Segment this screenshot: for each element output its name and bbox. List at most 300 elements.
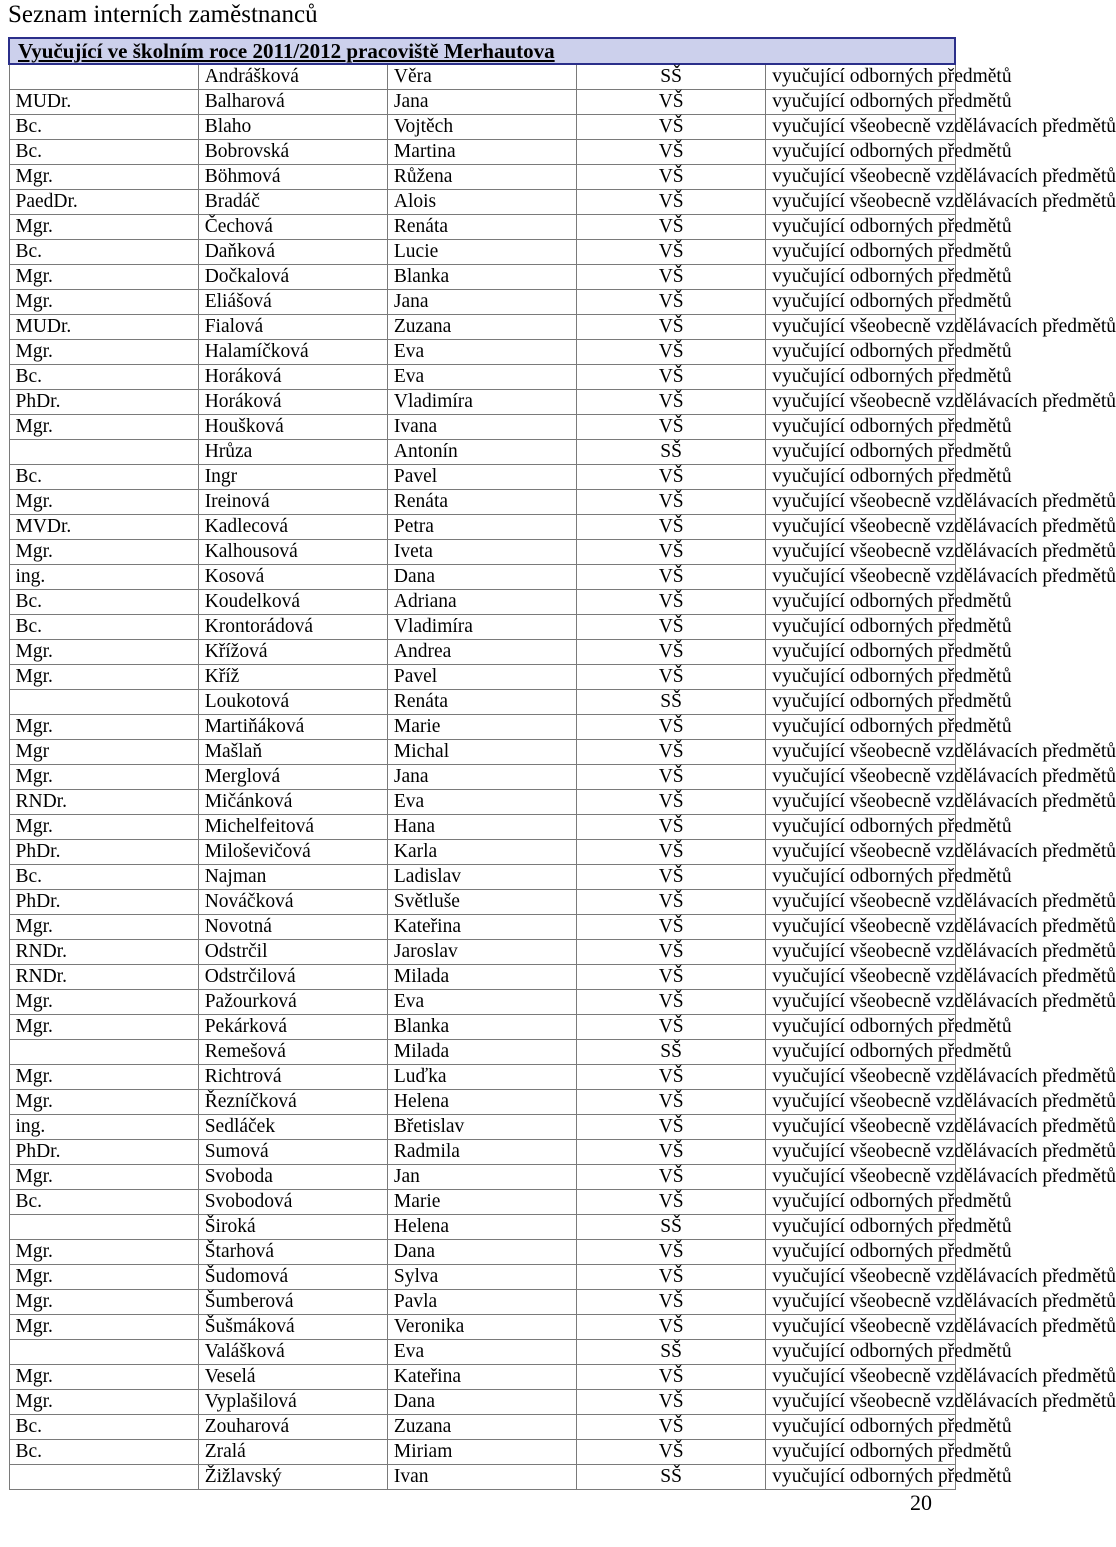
education-cell: SŠ [577, 64, 766, 90]
table-row [9, 465, 955, 490]
surname-cell: Miloševičová [198, 840, 387, 865]
role-cell: vyučující odborných předmětů [766, 615, 955, 640]
role-cell: vyučující všeobecně vzdělávacích předmětů [766, 315, 955, 340]
table-row [9, 765, 955, 790]
first-name-cell: Marie [387, 1190, 576, 1215]
section-heading-row [9, 38, 955, 64]
surname-cell: Svobodová [198, 1190, 387, 1215]
table-row [9, 715, 955, 740]
role-cell: vyučující odborných předmětů [766, 340, 955, 365]
role-cell: vyučující odborných předmětů [766, 1415, 955, 1440]
role-cell: vyučující všeobecně vzdělávacích předmětů [766, 540, 955, 565]
role-cell: vyučující všeobecně vzdělávacích předmětů [766, 1290, 955, 1315]
table-row [9, 240, 955, 265]
first-name-cell: Blanka [387, 1015, 576, 1040]
surname-cell: Kříž [198, 665, 387, 690]
academic-title-cell: Mgr. [9, 1265, 198, 1290]
role-cell: vyučující všeobecně vzdělávacích předmětů [766, 940, 955, 965]
role-cell: vyučující všeobecně vzdělávacích předmětů [766, 515, 955, 540]
education-cell: VŠ [577, 965, 766, 990]
section-heading [9, 38, 955, 64]
academic-title-cell: Bc. [9, 865, 198, 890]
academic-title-cell: Mgr. [9, 340, 198, 365]
academic-title-cell: Mgr. [9, 765, 198, 790]
surname-cell: Michelfeitová [198, 815, 387, 840]
surname-cell: Sedláček [198, 1115, 387, 1140]
education-cell: SŠ [577, 1465, 766, 1490]
academic-title-cell: Mgr. [9, 1390, 198, 1415]
education-cell: VŠ [577, 715, 766, 740]
surname-cell: Horáková [198, 390, 387, 415]
surname-cell: Zouharová [198, 1415, 387, 1440]
page-title: Seznam interních zaměstnanců [8, 1, 318, 28]
first-name-cell: Andrea [387, 640, 576, 665]
first-name-cell: Lucie [387, 240, 576, 265]
role-cell: vyučující odborných předmětů [766, 1440, 955, 1465]
first-name-cell: Zuzana [387, 1415, 576, 1440]
first-name-cell: Blanka [387, 265, 576, 290]
role-cell: vyučující odborných předmětů [766, 640, 955, 665]
education-cell: VŠ [577, 515, 766, 540]
first-name-cell: Pavel [387, 665, 576, 690]
role-cell: vyučující odborných předmětů [766, 865, 955, 890]
surname-cell: Vyplašilová [198, 1390, 387, 1415]
table-row [9, 390, 955, 415]
table-row [9, 840, 955, 865]
first-name-cell: Růžena [387, 165, 576, 190]
role-cell: vyučující všeobecně vzdělávacích předmětů [766, 190, 955, 215]
education-cell: SŠ [577, 440, 766, 465]
education-cell: VŠ [577, 140, 766, 165]
education-cell: VŠ [577, 540, 766, 565]
table-row [9, 865, 955, 890]
first-name-cell: Eva [387, 1340, 576, 1365]
first-name-cell: Karla [387, 840, 576, 865]
education-cell: VŠ [577, 1390, 766, 1415]
academic-title-cell: Mgr. [9, 1165, 198, 1190]
table-row [9, 1140, 955, 1165]
academic-title-cell: Mgr. [9, 415, 198, 440]
academic-title-cell: PhDr. [9, 390, 198, 415]
first-name-cell: Helena [387, 1215, 576, 1240]
role-cell: vyučující všeobecně vzdělávacích předmětů [766, 490, 955, 515]
table-row [9, 440, 955, 465]
role-cell: vyučující všeobecně vzdělávacích předmětů [766, 1265, 955, 1290]
role-cell: vyučující odborných předmětů [766, 215, 955, 240]
role-cell: vyučující všeobecně vzdělávacích předmětů [766, 165, 955, 190]
role-cell: vyučující všeobecně vzdělávacích předmětů [766, 790, 955, 815]
education-cell: VŠ [577, 1415, 766, 1440]
first-name-cell: Milada [387, 1040, 576, 1065]
table-row [9, 540, 955, 565]
academic-title-cell [9, 1040, 198, 1065]
surname-cell: Najman [198, 865, 387, 890]
first-name-cell: Zuzana [387, 315, 576, 340]
first-name-cell: Vladimíra [387, 615, 576, 640]
education-cell: VŠ [577, 240, 766, 265]
table-row [9, 665, 955, 690]
table-row [9, 1440, 955, 1465]
academic-title-cell: RNDr. [9, 965, 198, 990]
education-cell: VŠ [577, 890, 766, 915]
table-row [9, 315, 955, 340]
education-cell: VŠ [577, 1165, 766, 1190]
education-cell: VŠ [577, 1240, 766, 1265]
education-cell: VŠ [577, 815, 766, 840]
academic-title-cell: Mgr. [9, 490, 198, 515]
table-row [9, 1165, 955, 1190]
surname-cell: Široká [198, 1215, 387, 1240]
table-row [9, 515, 955, 540]
academic-title-cell: ing. [9, 1115, 198, 1140]
surname-cell: Blaho [198, 115, 387, 140]
surname-cell: Martiňáková [198, 715, 387, 740]
surname-cell: Žižlavský [198, 1465, 387, 1490]
first-name-cell: Jaroslav [387, 940, 576, 965]
education-cell: VŠ [577, 315, 766, 340]
surname-cell: Halamíčková [198, 340, 387, 365]
academic-title-cell: Bc. [9, 615, 198, 640]
surname-cell: Loukotová [198, 690, 387, 715]
first-name-cell: Ivana [387, 415, 576, 440]
surname-cell: Koudelková [198, 590, 387, 615]
education-cell: VŠ [577, 1065, 766, 1090]
education-cell: VŠ [577, 115, 766, 140]
role-cell: vyučující všeobecně vzdělávacích předmětů [766, 990, 955, 1015]
education-cell: VŠ [577, 365, 766, 390]
surname-cell: Křížová [198, 640, 387, 665]
first-name-cell: Sylva [387, 1265, 576, 1290]
first-name-cell: Jana [387, 290, 576, 315]
role-cell: vyučující odborných předmětů [766, 715, 955, 740]
surname-cell: Svoboda [198, 1165, 387, 1190]
role-cell: vyučující odborných předmětů [766, 365, 955, 390]
first-name-cell: Jana [387, 765, 576, 790]
academic-title-cell: RNDr. [9, 940, 198, 965]
academic-title-cell: Mgr. [9, 715, 198, 740]
table-row [9, 140, 955, 165]
table-row [9, 565, 955, 590]
role-cell: vyučující všeobecně vzdělávacích předmětů [766, 1090, 955, 1115]
table-row [9, 115, 955, 140]
first-name-cell: Dana [387, 565, 576, 590]
role-cell: vyučující odborných předmětů [766, 265, 955, 290]
role-cell: vyučující všeobecně vzdělávacích předmětů [766, 565, 955, 590]
role-cell: vyučující odborných předmětů [766, 665, 955, 690]
academic-title-cell: ing. [9, 565, 198, 590]
role-cell: vyučující odborných předmětů [766, 590, 955, 615]
first-name-cell: Kateřina [387, 915, 576, 940]
role-cell: vyučující všeobecně vzdělávacích předmětů [766, 840, 955, 865]
first-name-cell: Dana [387, 1390, 576, 1415]
section-heading-text: Vyučující ve školním roce 2011/2012 pracoviště Merhautova [18, 39, 555, 63]
first-name-cell: Břetislav [387, 1115, 576, 1140]
academic-title-cell: Bc. [9, 590, 198, 615]
role-cell: vyučující všeobecně vzdělávacích předmětů [766, 390, 955, 415]
table-row [9, 1365, 955, 1390]
surname-cell: Fialová [198, 315, 387, 340]
first-name-cell: Ladislav [387, 865, 576, 890]
surname-cell: Šumberová [198, 1290, 387, 1315]
surname-cell: Odstrčil [198, 940, 387, 965]
page-number: 20 [910, 1490, 932, 1515]
first-name-cell: Antonín [387, 440, 576, 465]
role-cell: vyučující odborných předmětů [766, 1240, 955, 1265]
surname-cell: Veselá [198, 1365, 387, 1390]
education-cell: VŠ [577, 265, 766, 290]
surname-cell: Daňková [198, 240, 387, 265]
role-cell: vyučující všeobecně vzdělávacích předmětů [766, 965, 955, 990]
academic-title-cell: Mgr. [9, 1290, 198, 1315]
role-cell: vyučující všeobecně vzdělávacích předmětů [766, 1065, 955, 1090]
academic-title-cell: PhDr. [9, 1140, 198, 1165]
table-row [9, 1290, 955, 1315]
table-row [9, 90, 955, 115]
education-cell: SŠ [577, 690, 766, 715]
academic-title-cell [9, 1340, 198, 1365]
education-cell: VŠ [577, 190, 766, 215]
table-row [9, 790, 955, 815]
table-row [9, 64, 955, 90]
first-name-cell: Jana [387, 90, 576, 115]
table-row [9, 215, 955, 240]
academic-title-cell: Mgr. [9, 265, 198, 290]
education-cell: VŠ [577, 465, 766, 490]
table-row [9, 990, 955, 1015]
role-cell: vyučující odborných předmětů [766, 1190, 955, 1215]
table-row [9, 940, 955, 965]
first-name-cell: Renáta [387, 490, 576, 515]
first-name-cell: Marie [387, 715, 576, 740]
role-cell: vyučující odborných předmětů [766, 240, 955, 265]
academic-title-cell [9, 690, 198, 715]
surname-cell: Odstrčilová [198, 965, 387, 990]
surname-cell: Bobrovská [198, 140, 387, 165]
role-cell: vyučující odborných předmětů [766, 1015, 955, 1040]
education-cell: VŠ [577, 340, 766, 365]
surname-cell: Řezníčková [198, 1090, 387, 1115]
table-row [9, 1315, 955, 1340]
role-cell: vyučující odborných předmětů [766, 290, 955, 315]
role-cell: vyučující odborných předmětů [766, 1465, 955, 1490]
education-cell: VŠ [577, 1190, 766, 1215]
academic-title-cell: Mgr. [9, 990, 198, 1015]
academic-title-cell: Bc. [9, 1190, 198, 1215]
surname-cell: Kalhousová [198, 540, 387, 565]
first-name-cell: Pavla [387, 1290, 576, 1315]
table-row [9, 590, 955, 615]
role-cell: vyučující odborných předmětů [766, 815, 955, 840]
surname-cell: Krontorádová [198, 615, 387, 640]
table-row [9, 815, 955, 840]
academic-title-cell: Bc. [9, 115, 198, 140]
table-row [9, 1040, 955, 1065]
table-row [9, 1215, 955, 1240]
surname-cell: Šušmáková [198, 1315, 387, 1340]
role-cell: vyučující odborných předmětů [766, 440, 955, 465]
academic-title-cell: Mgr. [9, 290, 198, 315]
academic-title-cell: PaedDr. [9, 190, 198, 215]
education-cell: SŠ [577, 1340, 766, 1365]
first-name-cell: Eva [387, 990, 576, 1015]
table-row [9, 690, 955, 715]
academic-title-cell: MUDr. [9, 90, 198, 115]
first-name-cell: Kateřina [387, 1365, 576, 1390]
role-cell: vyučující odborných předmětů [766, 415, 955, 440]
role-cell: vyučující všeobecně vzdělávacích předmětů [766, 115, 955, 140]
academic-title-cell: Bc. [9, 365, 198, 390]
surname-cell: Štarhová [198, 1240, 387, 1265]
surname-cell: Pekárková [198, 1015, 387, 1040]
surname-cell: Hrůza [198, 440, 387, 465]
first-name-cell: Vojtěch [387, 115, 576, 140]
surname-cell: Nováčková [198, 890, 387, 915]
surname-cell: Ingr [198, 465, 387, 490]
table-row [9, 890, 955, 915]
table-row [9, 640, 955, 665]
table-row [9, 1190, 955, 1215]
education-cell: VŠ [577, 290, 766, 315]
role-cell: vyučující odborných předmětů [766, 64, 955, 90]
surname-cell: Balharová [198, 90, 387, 115]
academic-title-cell: Mgr. [9, 915, 198, 940]
table-row [9, 1265, 955, 1290]
role-cell: vyučující odborných předmětů [766, 1340, 955, 1365]
education-cell: VŠ [577, 1440, 766, 1465]
table-row [9, 415, 955, 440]
role-cell: vyučující odborných předmětů [766, 90, 955, 115]
education-cell: VŠ [577, 740, 766, 765]
education-cell: VŠ [577, 640, 766, 665]
academic-title-cell: MUDr. [9, 315, 198, 340]
surname-cell: Houšková [198, 415, 387, 440]
table-row [9, 1115, 955, 1140]
first-name-cell: Pavel [387, 465, 576, 490]
academic-title-cell: PhDr. [9, 840, 198, 865]
table-row [9, 615, 955, 640]
role-cell: vyučující všeobecně vzdělávacích předmětů [766, 1390, 955, 1415]
first-name-cell: Hana [387, 815, 576, 840]
surname-cell: Richtrová [198, 1065, 387, 1090]
education-cell: VŠ [577, 390, 766, 415]
education-cell: VŠ [577, 990, 766, 1015]
surname-cell: Pažourková [198, 990, 387, 1015]
table-row [9, 1465, 955, 1490]
table-row [9, 1090, 955, 1115]
table-row [9, 365, 955, 390]
first-name-cell: Ivan [387, 1465, 576, 1490]
surname-cell: Kosová [198, 565, 387, 590]
surname-cell: Horáková [198, 365, 387, 390]
first-name-cell: Jan [387, 1165, 576, 1190]
table-row [9, 490, 955, 515]
academic-title-cell: Bc. [9, 140, 198, 165]
education-cell: VŠ [577, 765, 766, 790]
first-name-cell: Veronika [387, 1315, 576, 1340]
table-row [9, 265, 955, 290]
education-cell: VŠ [577, 1015, 766, 1040]
staff-table-body [9, 38, 1116, 1490]
academic-title-cell: Mgr [9, 740, 198, 765]
table-row [9, 290, 955, 315]
first-name-cell: Eva [387, 365, 576, 390]
table-row [9, 1390, 955, 1415]
academic-title-cell: Mgr. [9, 215, 198, 240]
education-cell: VŠ [577, 840, 766, 865]
table-row [9, 340, 955, 365]
education-cell: SŠ [577, 1215, 766, 1240]
surname-cell: Novotná [198, 915, 387, 940]
education-cell: VŠ [577, 790, 766, 815]
education-cell: VŠ [577, 1315, 766, 1340]
academic-title-cell: Mgr. [9, 640, 198, 665]
surname-cell: Mašlaň [198, 740, 387, 765]
surname-cell: Ireinová [198, 490, 387, 515]
academic-title-cell: Bc. [9, 240, 198, 265]
role-cell: vyučující odborných předmětů [766, 690, 955, 715]
academic-title-cell: PhDr. [9, 890, 198, 915]
education-cell: VŠ [577, 1115, 766, 1140]
academic-title-cell [9, 64, 198, 90]
education-cell: VŠ [577, 490, 766, 515]
surname-cell: Mičánková [198, 790, 387, 815]
surname-cell: Valášková [198, 1340, 387, 1365]
education-cell: VŠ [577, 90, 766, 115]
role-cell: vyučující všeobecně vzdělávacích předmětů [766, 1165, 955, 1190]
academic-title-cell [9, 1215, 198, 1240]
role-cell: vyučující všeobecně vzdělávacích předmětů [766, 765, 955, 790]
table-row [9, 915, 955, 940]
table-row [9, 1240, 955, 1265]
education-cell: VŠ [577, 590, 766, 615]
education-cell: VŠ [577, 215, 766, 240]
academic-title-cell: Mgr. [9, 1365, 198, 1390]
first-name-cell: Světluše [387, 890, 576, 915]
academic-title-cell: Mgr. [9, 165, 198, 190]
role-cell: vyučující všeobecně vzdělávacích předmětů [766, 1365, 955, 1390]
education-cell: VŠ [577, 1140, 766, 1165]
surname-cell: Andrášková [198, 64, 387, 90]
first-name-cell: Miriam [387, 1440, 576, 1465]
education-cell: VŠ [577, 615, 766, 640]
education-cell: VŠ [577, 915, 766, 940]
education-cell: VŠ [577, 1265, 766, 1290]
role-cell: vyučující odborných předmětů [766, 140, 955, 165]
table-row [9, 1015, 955, 1040]
table-row [9, 1415, 955, 1440]
first-name-cell: Radmila [387, 1140, 576, 1165]
education-cell: VŠ [577, 940, 766, 965]
role-cell: vyučující všeobecně vzdělávacích předmětů [766, 740, 955, 765]
academic-title-cell: Mgr. [9, 1315, 198, 1340]
role-cell: vyučující všeobecně vzdělávacích předmětů [766, 915, 955, 940]
role-cell: vyučující odborných předmětů [766, 1215, 955, 1240]
academic-title-cell: Mgr. [9, 1240, 198, 1265]
surname-cell: Remešová [198, 1040, 387, 1065]
table-row [9, 1065, 955, 1090]
table-row [9, 190, 955, 215]
academic-title-cell: RNDr. [9, 790, 198, 815]
table-row [9, 965, 955, 990]
academic-title-cell [9, 440, 198, 465]
academic-title-cell: MVDr. [9, 515, 198, 540]
role-cell: vyučující všeobecně vzdělávacích předmětů [766, 1115, 955, 1140]
first-name-cell: Michal [387, 740, 576, 765]
first-name-cell: Věra [387, 64, 576, 90]
surname-cell: Böhmová [198, 165, 387, 190]
academic-title-cell: Bc. [9, 465, 198, 490]
staff-table [8, 37, 1116, 1490]
